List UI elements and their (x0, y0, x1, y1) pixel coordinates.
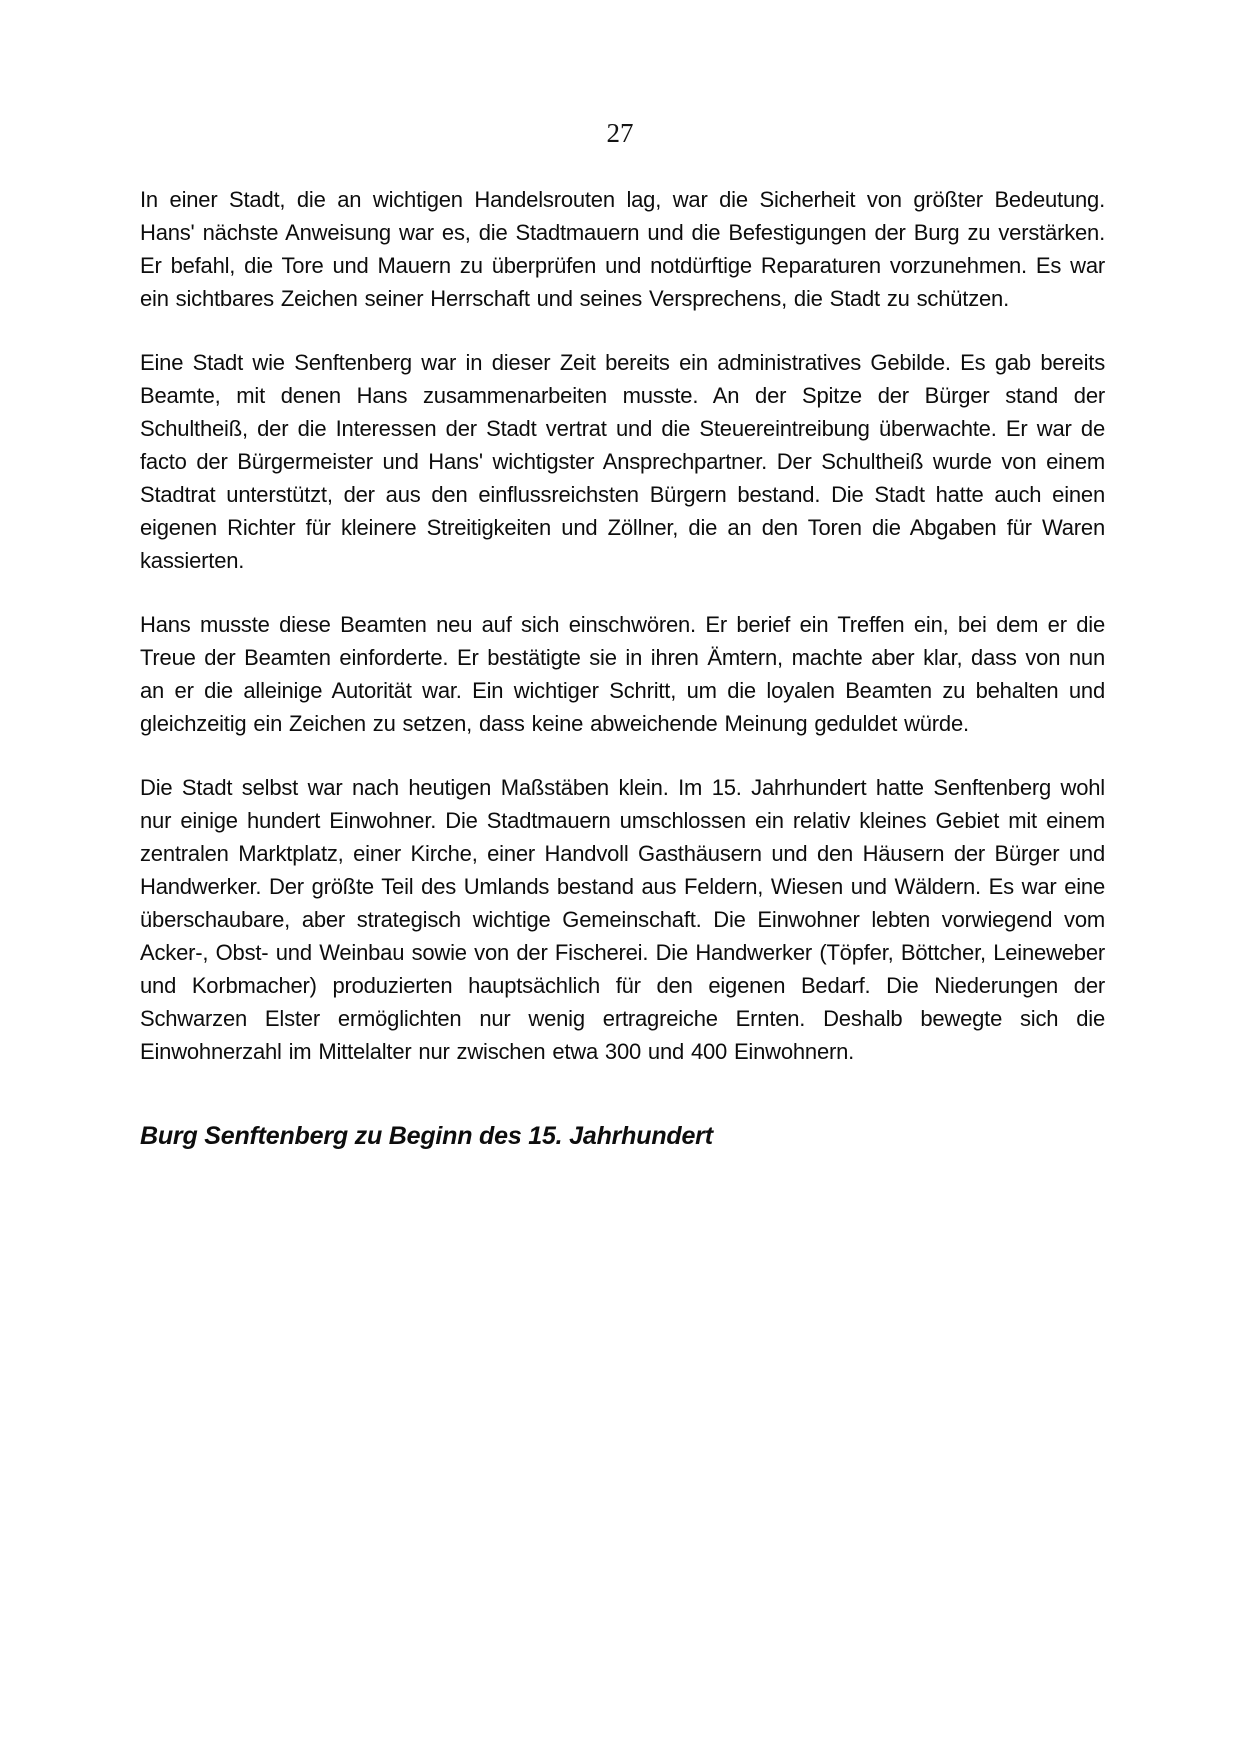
page-content (140, 183, 1105, 1152)
paragraph-security: In einer Stadt, die an wichtigen Handelsrouten lag, war die Sicherheit von größter Bedeutung. Hans' nächste Anweisung war es, die Stadtmauern und die Befestigungen der Burg zu verstärken. Er befahl, die Tore und Mauern zu überprüfen und notdürftige Reparaturen vorzunehmen. Es war ein sichtbares Zeichen seiner Herrschaft und seines Versprechens, die Stadt zu schützen. (140, 187, 1105, 311)
section-heading: Burg Senftenberg zu Beginn des 15. Jahrhundert (140, 1122, 713, 1150)
paragraph-administration: Eine Stadt wie Senftenberg war in dieser Zeit bereits ein administratives Gebilde. Es gab bereits Beamte, mit denen Hans zusammenarbeiten musste. An der Spitze der Bürger stand der Schultheiß, der die Interessen der Stadt vertrat und die Steuereintreibung überwachte. Er war de facto der Bürgermeister und Hans' wichtigster Ansprechpartner. Der Schultheiß wurde von einem Stadtrat unterstützt, der aus den einflussreichsten Bürgern bestand. Die Stadt hatte auch einen eigenen Richter für kleinere Streitigkeiten und Zöllner, die an den Toren die Abgaben für Waren kassierten. (140, 350, 1105, 573)
page-number: 27 (606, 118, 634, 148)
paragraph-town-size: Die Stadt selbst war nach heutigen Maßstäben klein. Im 15. Jahrhundert hatte Senftenberg wohl nur einige hundert Einwohner. Die Stadtmauern umschlossen ein relativ kleines Gebiet mit einem zentralen Marktplatz, einer Kirche, einer Handvoll Gasthäusern und den Häusern der Bürger und Handwerker. Der größte Teil des Umlands bestand aus Feldern, Wiesen und Wäldern. Es war eine überschaubare, aber strategisch wichtige Gemeinschaft. Die Einwohner lebten vorwiegend vom Acker-, Obst- und Weinbau sowie von der Fischerei. Die Handwerker (Töpfer, Böttcher, Leineweber und Korbmacher) produzierten hauptsächlich für den eigenen Bedarf. Die Niederungen der Schwarzen Elster ermöglichten nur wenig ertragreiche Ernten. Deshalb bewegte sich die Einwohnerzahl im Mittelalter nur zwischen etwa 300 und 400 Einwohnern. (140, 775, 1105, 1064)
paragraph-officials: Hans musste diese Beamten neu auf sich einschwören. Er berief ein Treffen ein, bei dem er die Treue der Beamten einforderte. Er bestätigte sie in ihren Ämtern, machte aber klar, dass von nun an er die alleinige Autorität war. Ein wichtiger Schritt, um die loyalen Beamten zu behalten und gleichzeitig ein Zeichen zu setzen, dass keine abweichende Meinung geduldet würde. (140, 612, 1105, 736)
